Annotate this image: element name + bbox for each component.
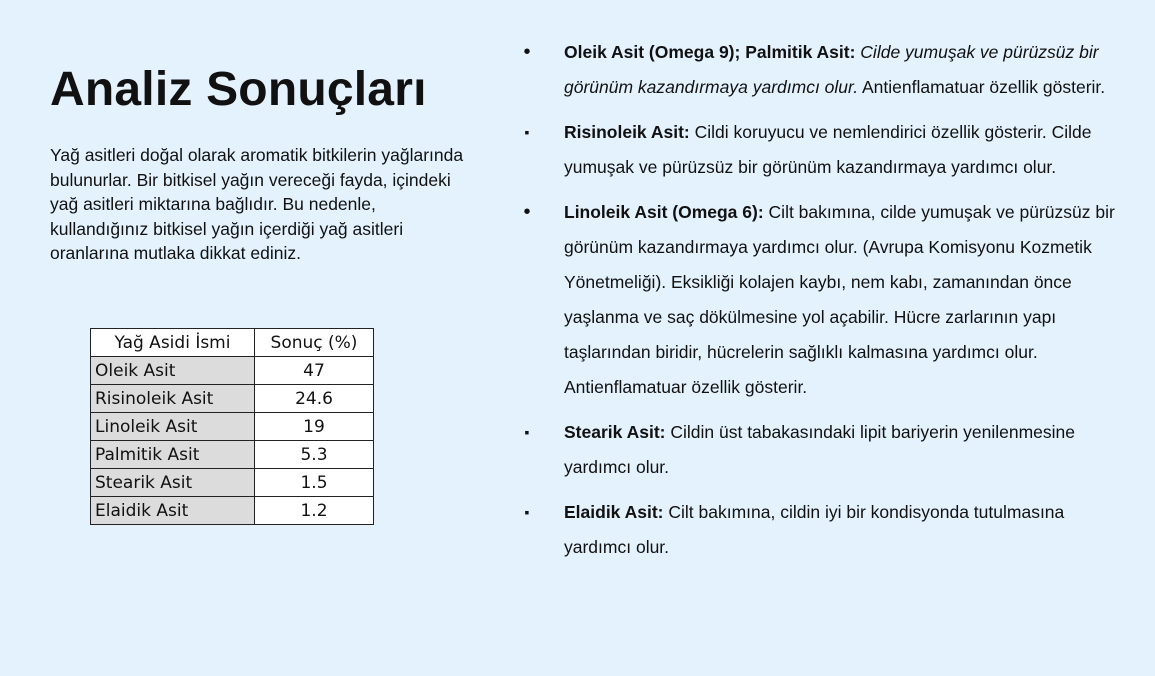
bullet-square-icon: ▪ <box>524 124 530 140</box>
bullet-dot-icon: • <box>523 41 531 63</box>
page-title: Analiz Sonuçları <box>50 63 427 116</box>
bullet-heading: Linoleik Asit (Omega 6): <box>564 202 764 222</box>
acid-value-cell: 19 <box>255 413 374 441</box>
bullet-heading: Elaidik Asit: <box>564 502 664 522</box>
table-row <box>91 413 374 441</box>
acid-benefits-list <box>520 35 1120 575</box>
list-item <box>520 495 1120 565</box>
acid-name-cell: Stearik Asit <box>91 469 255 497</box>
column-header-name: Yağ Asidi İsmi <box>91 329 255 357</box>
bullet-heading: Stearik Asit: <box>564 422 666 442</box>
acid-value-cell: 47 <box>255 357 374 385</box>
table-row <box>91 385 374 413</box>
column-header-result: Sonuç (%) <box>255 329 374 357</box>
bullet-italic-text: Cilde yumuşak ve pürüzsüz bir görünüm kazandırmaya yardımcı olur. <box>564 42 1099 97</box>
fatty-acid-table <box>90 328 374 525</box>
intro-paragraph: Yağ asitleri doğal olarak aromatik bitkilerin yağlarında bulunurlar. Bir bitkisel yağın vereceği fayda, içindeki yağ asitleri miktarına bağlıdır. Bu nedenle, kullandığınız bitkisel yağın içerdiği yağ asitleri oranlarına mutlaka dikkat ediniz. <box>50 145 464 263</box>
bullet-text: Cildi koruyucu ve nemlendirici özellik gösterir. Cilde yumuşak ve pürüzsüz bir görünüm kazandırmaya yardımcı olur. <box>564 122 1092 177</box>
list-item <box>520 115 1120 185</box>
acid-value-cell: 24.6 <box>255 385 374 413</box>
acid-name-cell: Oleik Asit <box>91 357 255 385</box>
table-row <box>91 469 374 497</box>
acid-name-cell: Palmitik Asit <box>91 441 255 469</box>
bullet-square-icon: ▪ <box>524 504 530 520</box>
bullet-text: Cildin üst tabakasındaki lipit bariyerin yenilenmesine yardımcı olur. <box>564 422 1076 477</box>
table-row <box>91 497 374 525</box>
table-row <box>91 441 374 469</box>
acid-name-cell: Risinoleik Asit <box>91 385 255 413</box>
bullet-heading: Risinoleik Asit: <box>564 122 690 142</box>
list-item <box>520 415 1120 485</box>
acid-value-cell: 5.3 <box>255 441 374 469</box>
acid-value-cell: 1.2 <box>255 497 374 525</box>
bullet-heading: Oleik Asit (Omega 9); Palmitik Asit: <box>564 42 856 62</box>
bullet-text: Antienflamatuar özellik gösterir. <box>861 77 1106 97</box>
table-header-row <box>91 329 374 357</box>
acid-name-cell: Elaidik Asit <box>91 497 255 525</box>
acid-value-cell: 1.5 <box>255 469 374 497</box>
bullet-square-icon: ▪ <box>524 424 530 440</box>
bullet-text: Cilt bakımına, cilde yumuşak ve pürüzsüz bir görünüm kazandırmaya yardımcı olur. (Avrupa Komisyonu Kozmetik Yönetmeliği). Eksikliği kolajen kaybı, nem kabı, zamanından önce yaşlanma ve saç dökülmesine yol açabilir. Hücre zarlarının yapı taşlarından biridir, hücrelerin sağlıklı kalmasına yardımcı olur. Antienflamatuar özellik gösterir. <box>564 202 1115 397</box>
bullet-dot-icon: • <box>523 201 531 223</box>
acid-name-cell: Linoleik Asit <box>91 413 255 441</box>
list-item <box>520 35 1120 105</box>
list-item <box>520 195 1120 405</box>
table-row <box>91 357 374 385</box>
bullet-text: Cilt bakımına, cildin iyi bir kondisyonda tutulmasına yardımcı olur. <box>564 502 1065 557</box>
